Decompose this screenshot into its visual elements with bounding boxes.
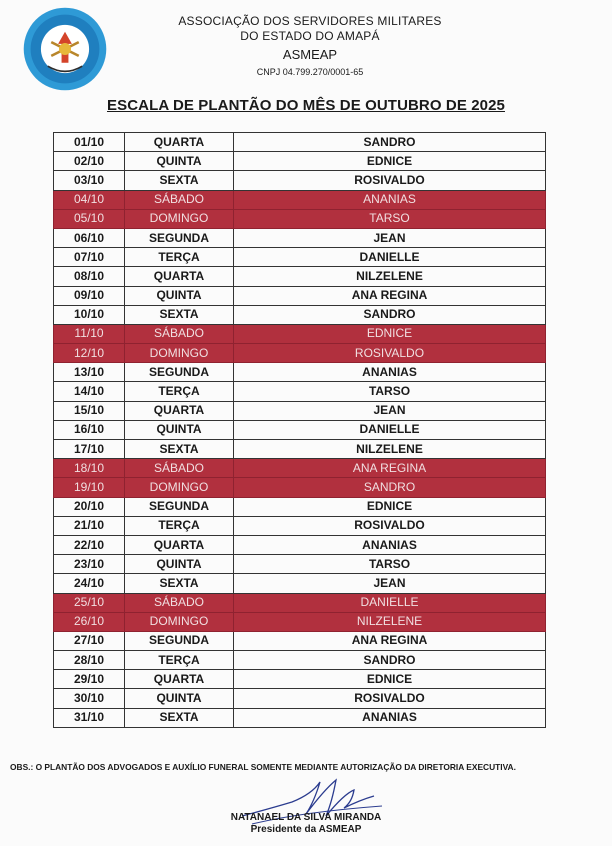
table-row (54, 631, 546, 650)
day-cell: DOMINGO (125, 612, 234, 631)
schedule-table (53, 132, 546, 728)
name-cell: TARSO (234, 382, 546, 401)
date-cell: 20/10 (54, 497, 125, 516)
name-cell: SANDRO (234, 305, 546, 324)
signature-block (0, 812, 612, 836)
name-cell: ANANIAS (234, 190, 546, 209)
date-cell: 12/10 (54, 344, 125, 363)
day-cell: QUARTA (125, 670, 234, 689)
name-cell: ROSIVALDO (234, 171, 546, 190)
table-row (54, 555, 546, 574)
name-cell: JEAN (234, 228, 546, 247)
name-cell: NILZELENE (234, 440, 546, 459)
table-row (54, 401, 546, 420)
asmeap-logo-icon (22, 6, 108, 92)
name-cell: EDNICE (234, 152, 546, 171)
signatory-role: Presidente da ASMEAP (250, 824, 362, 835)
name-cell: TARSO (234, 209, 546, 228)
name-cell: JEAN (234, 401, 546, 420)
date-cell: 21/10 (54, 516, 125, 535)
date-cell: 30/10 (54, 689, 125, 708)
table-row (54, 171, 546, 190)
date-cell: 05/10 (54, 209, 125, 228)
day-cell: SEGUNDA (125, 363, 234, 382)
date-cell: 14/10 (54, 382, 125, 401)
name-cell: ANANIAS (234, 363, 546, 382)
table-row (54, 286, 546, 305)
name-cell: ANANIAS (234, 535, 546, 554)
date-cell: 23/10 (54, 555, 125, 574)
day-cell: QUINTA (125, 555, 234, 574)
name-cell: ROSIVALDO (234, 516, 546, 535)
date-cell: 02/10 (54, 152, 125, 171)
name-cell: ANA REGINA (234, 459, 546, 478)
table-row (54, 670, 546, 689)
day-cell: DOMINGO (125, 478, 234, 497)
date-cell: 04/10 (54, 190, 125, 209)
day-cell: SÁBADO (125, 459, 234, 478)
name-cell: NILZELENE (234, 267, 546, 286)
date-cell: 18/10 (54, 459, 125, 478)
day-cell: SEXTA (125, 171, 234, 190)
day-cell: QUINTA (125, 152, 234, 171)
name-cell: EDNICE (234, 324, 546, 343)
table-row (54, 440, 546, 459)
date-cell: 11/10 (54, 324, 125, 343)
name-cell: EDNICE (234, 670, 546, 689)
day-cell: SÁBADO (125, 593, 234, 612)
day-cell: TERÇA (125, 382, 234, 401)
day-cell: QUINTA (125, 420, 234, 439)
table-row (54, 516, 546, 535)
name-cell: DANIELLE (234, 248, 546, 267)
day-cell: SEXTA (125, 440, 234, 459)
date-cell: 31/10 (54, 708, 125, 727)
table-row (54, 574, 546, 593)
table-row (54, 612, 546, 631)
date-cell: 24/10 (54, 574, 125, 593)
date-cell: 17/10 (54, 440, 125, 459)
table-row (54, 209, 546, 228)
day-cell: QUINTA (125, 286, 234, 305)
observation-note: OBS.: O PLANTÃO DOS ADVOGADOS E AUXÍLIO FUNERAL SOMENTE MEDIANTE AUTORIZAÇÃO DA DIRETORIA EXECUTIVA. (10, 762, 516, 772)
name-cell: EDNICE (234, 497, 546, 516)
date-cell: 03/10 (54, 171, 125, 190)
date-cell: 01/10 (54, 133, 125, 152)
name-cell: ROSIVALDO (234, 344, 546, 363)
name-cell: SANDRO (234, 133, 546, 152)
table-row (54, 228, 546, 247)
day-cell: QUARTA (125, 267, 234, 286)
day-cell: QUARTA (125, 535, 234, 554)
name-cell: SANDRO (234, 478, 546, 497)
table-row (54, 593, 546, 612)
day-cell: SÁBADO (125, 324, 234, 343)
day-cell: TERÇA (125, 651, 234, 670)
org-name-line1: ASSOCIAÇÃO DOS SERVIDORES MILITARES (178, 14, 442, 28)
day-cell: SEGUNDA (125, 631, 234, 650)
table-row (54, 344, 546, 363)
table-row (54, 324, 546, 343)
organization-header (160, 14, 460, 79)
day-cell: SEGUNDA (125, 497, 234, 516)
date-cell: 25/10 (54, 593, 125, 612)
table-row (54, 708, 546, 727)
day-cell: SÁBADO (125, 190, 234, 209)
name-cell: TARSO (234, 555, 546, 574)
table-row (54, 363, 546, 382)
date-cell: 13/10 (54, 363, 125, 382)
table-row (54, 190, 546, 209)
date-cell: 19/10 (54, 478, 125, 497)
name-cell: JEAN (234, 574, 546, 593)
table-row (54, 267, 546, 286)
date-cell: 28/10 (54, 651, 125, 670)
day-cell: SEGUNDA (125, 228, 234, 247)
name-cell: DANIELLE (234, 593, 546, 612)
date-cell: 16/10 (54, 420, 125, 439)
date-cell: 15/10 (54, 401, 125, 420)
day-cell: DOMINGO (125, 344, 234, 363)
date-cell: 22/10 (54, 535, 125, 554)
day-cell: SEXTA (125, 574, 234, 593)
table-row (54, 382, 546, 401)
day-cell: TERÇA (125, 248, 234, 267)
name-cell: DANIELLE (234, 420, 546, 439)
date-cell: 08/10 (54, 267, 125, 286)
table-row (54, 535, 546, 554)
date-cell: 27/10 (54, 631, 125, 650)
org-cnpj: CNPJ 04.799.270/0001-65 (256, 67, 364, 77)
name-cell: NILZELENE (234, 612, 546, 631)
day-cell: QUARTA (125, 401, 234, 420)
table-row (54, 248, 546, 267)
page-title: ESCALA DE PLANTÃO DO MÊS DE OUTUBRO DE 2025 (107, 97, 505, 114)
table-row (54, 152, 546, 171)
day-cell: SEXTA (125, 708, 234, 727)
table-row (54, 651, 546, 670)
name-cell: ANANIAS (234, 708, 546, 727)
table-row (54, 689, 546, 708)
org-name-line2: DO ESTADO DO AMAPÁ (240, 29, 380, 43)
table-row (54, 420, 546, 439)
day-cell: DOMINGO (125, 209, 234, 228)
name-cell: ANA REGINA (234, 286, 546, 305)
table-row (54, 497, 546, 516)
name-cell: SANDRO (234, 651, 546, 670)
table-row (54, 133, 546, 152)
table-row (54, 459, 546, 478)
table-row (54, 305, 546, 324)
date-cell: 06/10 (54, 228, 125, 247)
signatory-name: NATANAEL DA SILVA MIRANDA (230, 812, 382, 823)
day-cell: QUARTA (125, 133, 234, 152)
name-cell: ROSIVALDO (234, 689, 546, 708)
date-cell: 09/10 (54, 286, 125, 305)
date-cell: 07/10 (54, 248, 125, 267)
date-cell: 10/10 (54, 305, 125, 324)
name-cell: ANA REGINA (234, 631, 546, 650)
table-row (54, 478, 546, 497)
day-cell: QUINTA (125, 689, 234, 708)
day-cell: SEXTA (125, 305, 234, 324)
day-cell: TERÇA (125, 516, 234, 535)
date-cell: 26/10 (54, 612, 125, 631)
org-acronym: ASMEAP (282, 47, 338, 62)
date-cell: 29/10 (54, 670, 125, 689)
